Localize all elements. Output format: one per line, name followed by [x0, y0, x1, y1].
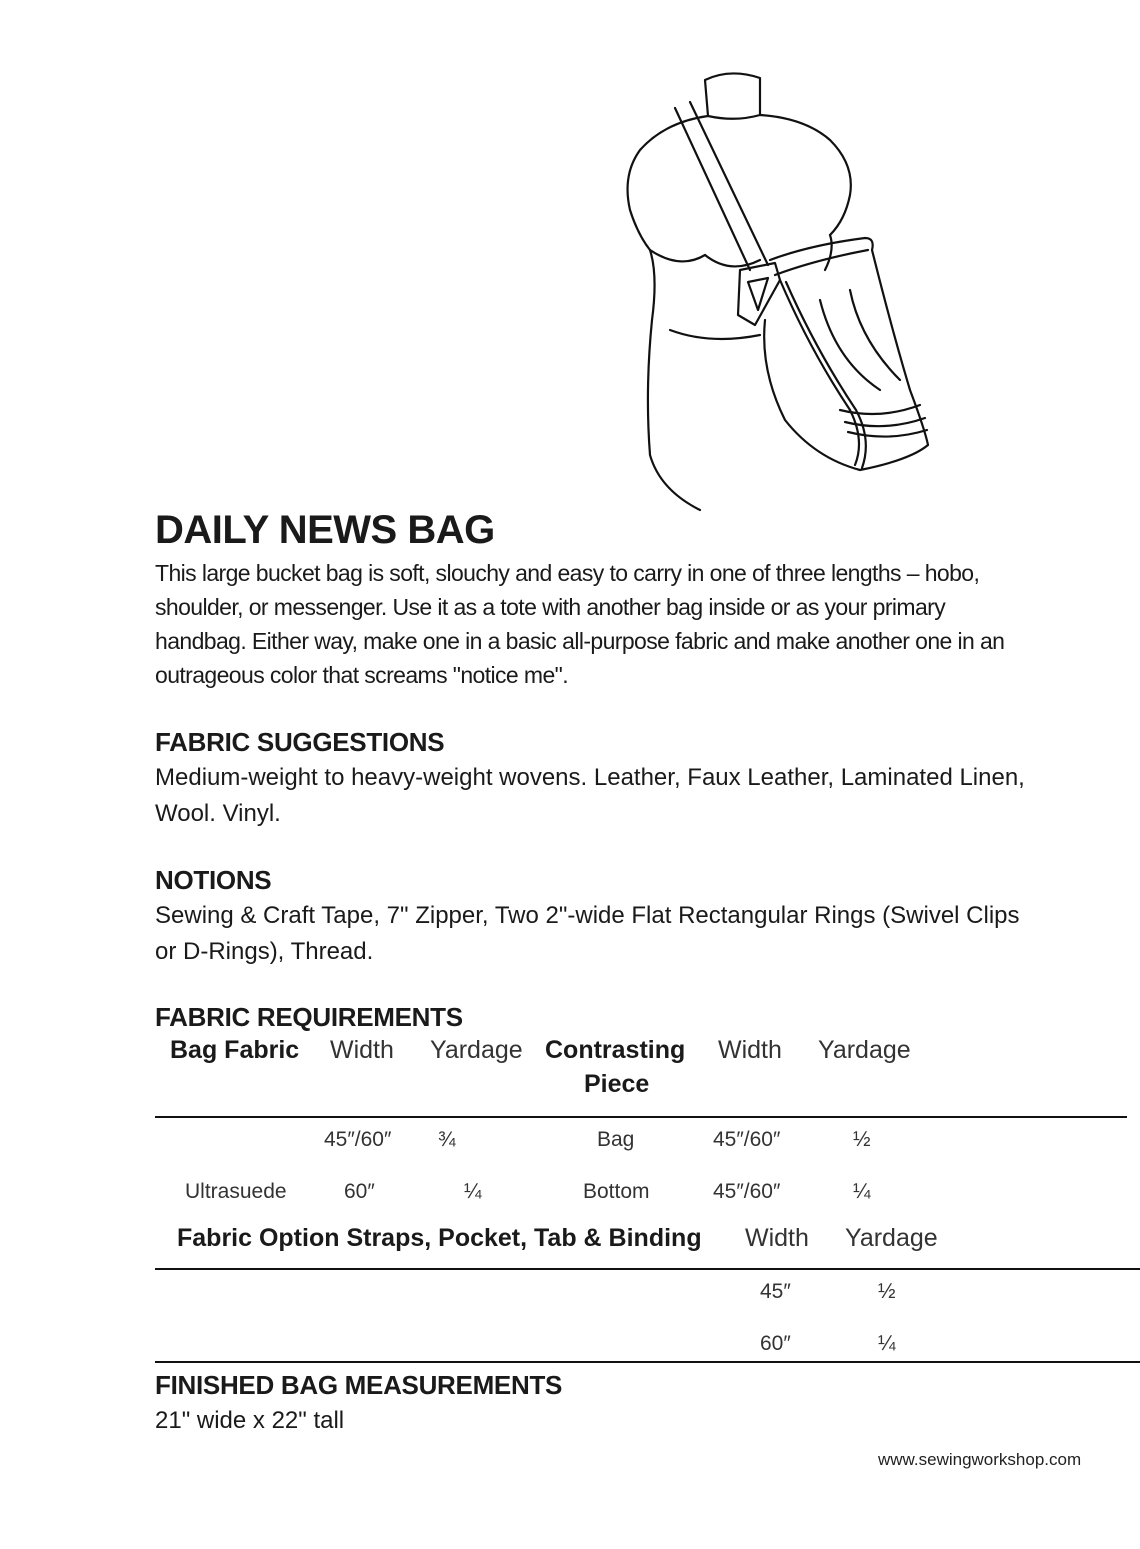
table1-header-piece: Piece [584, 1070, 650, 1098]
table-cell: ¾ [438, 1128, 456, 1151]
table-cell: ½ [878, 1280, 896, 1303]
table-cell: 45″/60″ [324, 1128, 392, 1151]
finished-measurements-heading: FINISHED BAG MEASUREMENTS [155, 1370, 563, 1400]
table2-header-yardage: Yardage [845, 1224, 938, 1252]
table2-bottom-rule [155, 1361, 1140, 1363]
table-cell: ¼ [853, 1180, 871, 1203]
page-title: DAILY NEWS BAG [155, 508, 495, 552]
fabric-requirements-heading: FABRIC REQUIREMENTS [155, 1002, 463, 1032]
notions-heading: NOTIONS [155, 865, 272, 895]
table-cell: Bag [597, 1128, 635, 1151]
table-cell: 60″ [344, 1180, 375, 1203]
table1-header-yardage-2: Yardage [818, 1036, 911, 1064]
table2-header-fabric-option: Fabric Option Straps, Pocket, Tab & Binding [177, 1224, 702, 1252]
website-url: www.sewingworkshop.com [878, 1450, 1082, 1469]
table1-header-bag-fabric: Bag Fabric [170, 1036, 300, 1064]
finished-measurements-text: 21" wide x 22" tall [155, 1407, 345, 1434]
table1-header-width: Width [330, 1036, 394, 1064]
table-cell: ¼ [878, 1332, 896, 1355]
fabric-suggestions-heading: FABRIC SUGGESTIONS [155, 727, 445, 757]
fabric-suggestions-text: Medium-weight to heavy-weight wovens. Leather, Faux Leather, Laminated Linen, Wool. Vinyl. [155, 764, 1025, 827]
table-cell: Ultrasuede [185, 1180, 287, 1203]
table2-rule [155, 1268, 1140, 1270]
table-cell: ½ [853, 1128, 871, 1151]
dress-form-bag-illustration [610, 60, 950, 520]
table1-header-yardage: Yardage [430, 1036, 523, 1064]
table-cell: 45″/60″ [713, 1128, 781, 1151]
table-cell: 45″/60″ [713, 1180, 781, 1203]
table1-rule [155, 1116, 1127, 1118]
table1-header-width-2: Width [718, 1036, 782, 1064]
table-cell: Bottom [583, 1180, 650, 1203]
table-cell: 45″ [760, 1280, 791, 1303]
table-cell: 60″ [760, 1332, 791, 1355]
notions-text: Sewing & Craft Tape, 7" Zipper, Two 2"-wide Flat Rectangular Rings (Swivel Clips or D-Rings), Thread. [155, 902, 1020, 965]
table2-header-width: Width [745, 1224, 809, 1252]
table1-header-contrasting: Contrasting [545, 1036, 686, 1064]
table-cell: ¼ [464, 1180, 482, 1203]
intro-paragraph: This large bucket bag is soft, slouchy and easy to carry in one of three lengths – hobo, shoulder, or messenger. Use it as a tote with another bag inside or as your primary handbag. Either way, make one in a basic all-purpose fabric and make another one in an outrageous color that screams "notice me". [155, 560, 1005, 688]
